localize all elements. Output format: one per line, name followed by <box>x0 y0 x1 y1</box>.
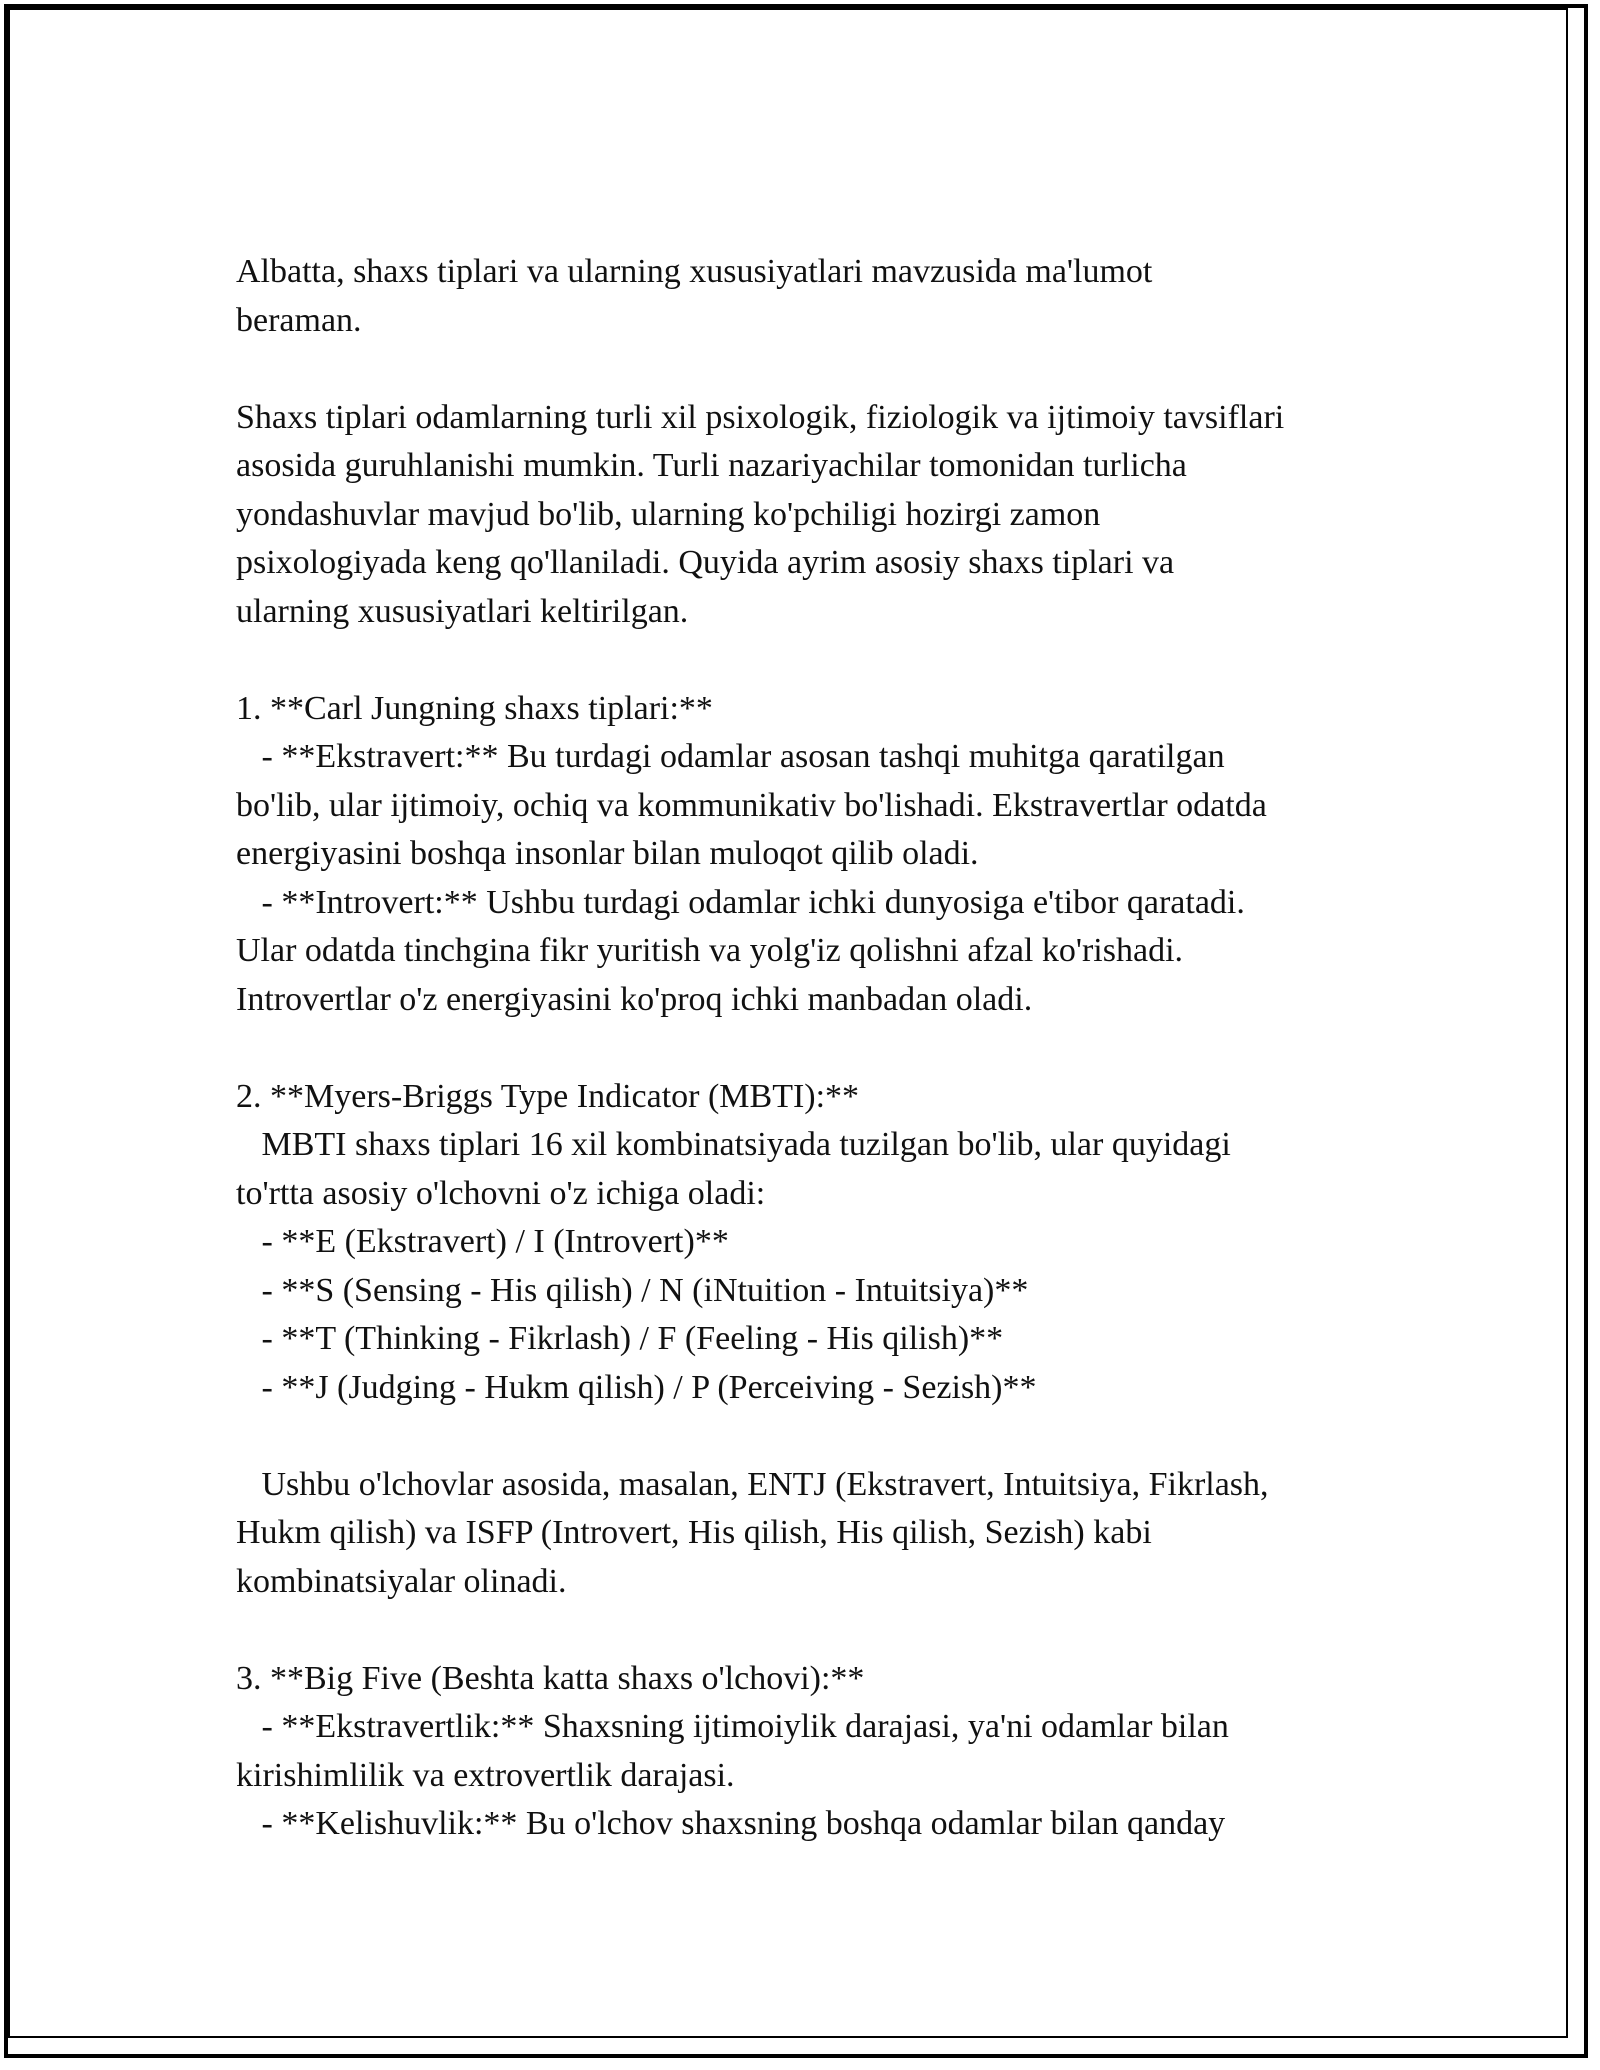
text-line: - **Ekstravert:** Bu turdagi odamlar asosan tashqi muhitga qaratilgan <box>236 738 1225 775</box>
text-line: Albatta, shaxs tiplari va ularning xususiyatlari mavzusida ma'lumot <box>236 253 1153 290</box>
blank-line <box>236 1024 1406 1073</box>
blank-line <box>236 345 1406 394</box>
text-line: bo'lib, ular ijtimoiy, ochiq va kommunikativ bo'lishadi. Ekstravertlar odatda <box>236 786 1267 824</box>
text-line: psixologiyada keng qo'llaniladi. Quyida ayrim asosiy shaxs tiplari va <box>236 544 1175 581</box>
text-line: - **Kelishuvlik:** Bu o'lchov shaxsning boshqa odamlar bilan qanday <box>236 1805 1226 1842</box>
text-line: - **S (Sensing - His qilish) / N (iNtuition - Intuitsiya)** <box>236 1271 1029 1309</box>
text-line: - **E (Ekstravert) / I (Introvert)** <box>236 1223 729 1260</box>
text-line: Hukm qilish) va ISFP (Introvert, His qilish, His qilish, Sezish) kabi <box>236 1514 1152 1551</box>
blank-line <box>236 636 1406 685</box>
text-line: Introvertlar o'z energiyasini ko'proq ichki manbadan oladi. <box>236 980 1033 1018</box>
text-line: energiyasini boshqa insonlar bilan muloqot qilib oladi. <box>236 835 979 872</box>
text-line: - **Introvert:** Ushbu turdagi odamlar ichki dunyosiga e'tibor qaratadi. <box>236 883 1245 921</box>
text-line: 1. **Carl Jungning shaxs tiplari:** <box>236 689 713 727</box>
text-line: Shaxs tiplari odamlarning turli xil psixologik, fiziologik va ijtimoiy tavsiflari <box>236 398 1285 436</box>
text-line: Ular odatda tinchgina fikr yuritish va yolg'iz qolishni afzal ko'rishadi. <box>236 932 1184 969</box>
text-line: asosida guruhlanishi mumkin. Turli nazariyachilar tomonidan turlicha <box>236 447 1187 484</box>
text-line: - **J (Judging - Hukm qilish) / P (Perceiving - Sezish)** <box>236 1368 1037 1406</box>
text-line: MBTI shaxs tiplari 16 xil kombinatsiyada tuzilgan bo'lib, ular quyidagi <box>236 1126 1231 1163</box>
text-line: to'rtta asosiy o'lchovni o'z ichiga oladi: <box>236 1174 766 1212</box>
document-body <box>236 248 1406 1849</box>
text-line: - **Ekstravertlik:** Shaxsning ijtimoiylik darajasi, ya'ni odamlar bilan <box>236 1708 1229 1745</box>
text-line: kombinatsiyalar olinadi. <box>236 1562 567 1600</box>
text-line: 3. **Big Five (Beshta katta shaxs o'lchovi):** <box>236 1659 865 1697</box>
blank-line <box>236 1412 1406 1461</box>
text-line: Ushbu o'lchovlar asosida, masalan, ENTJ (Ekstravert, Intuitsiya, Fikrlash, <box>236 1465 1269 1503</box>
text-line: beraman. <box>236 301 362 339</box>
text-line: yondashuvlar mavjud bo'lib, ularning ko'pchiligi hozirgi zamon <box>236 495 1101 533</box>
text-line: ularning xususiyatlari keltirilgan. <box>236 592 689 630</box>
blank-line <box>236 1606 1406 1655</box>
text-line: kirishimlilik va extrovertlik darajasi. <box>236 1756 735 1794</box>
text-line: 2. **Myers-Briggs Type Indicator (MBTI):** <box>236 1077 860 1115</box>
text-line: - **T (Thinking - Fikrlash) / F (Feeling - His qilish)** <box>236 1320 1004 1357</box>
